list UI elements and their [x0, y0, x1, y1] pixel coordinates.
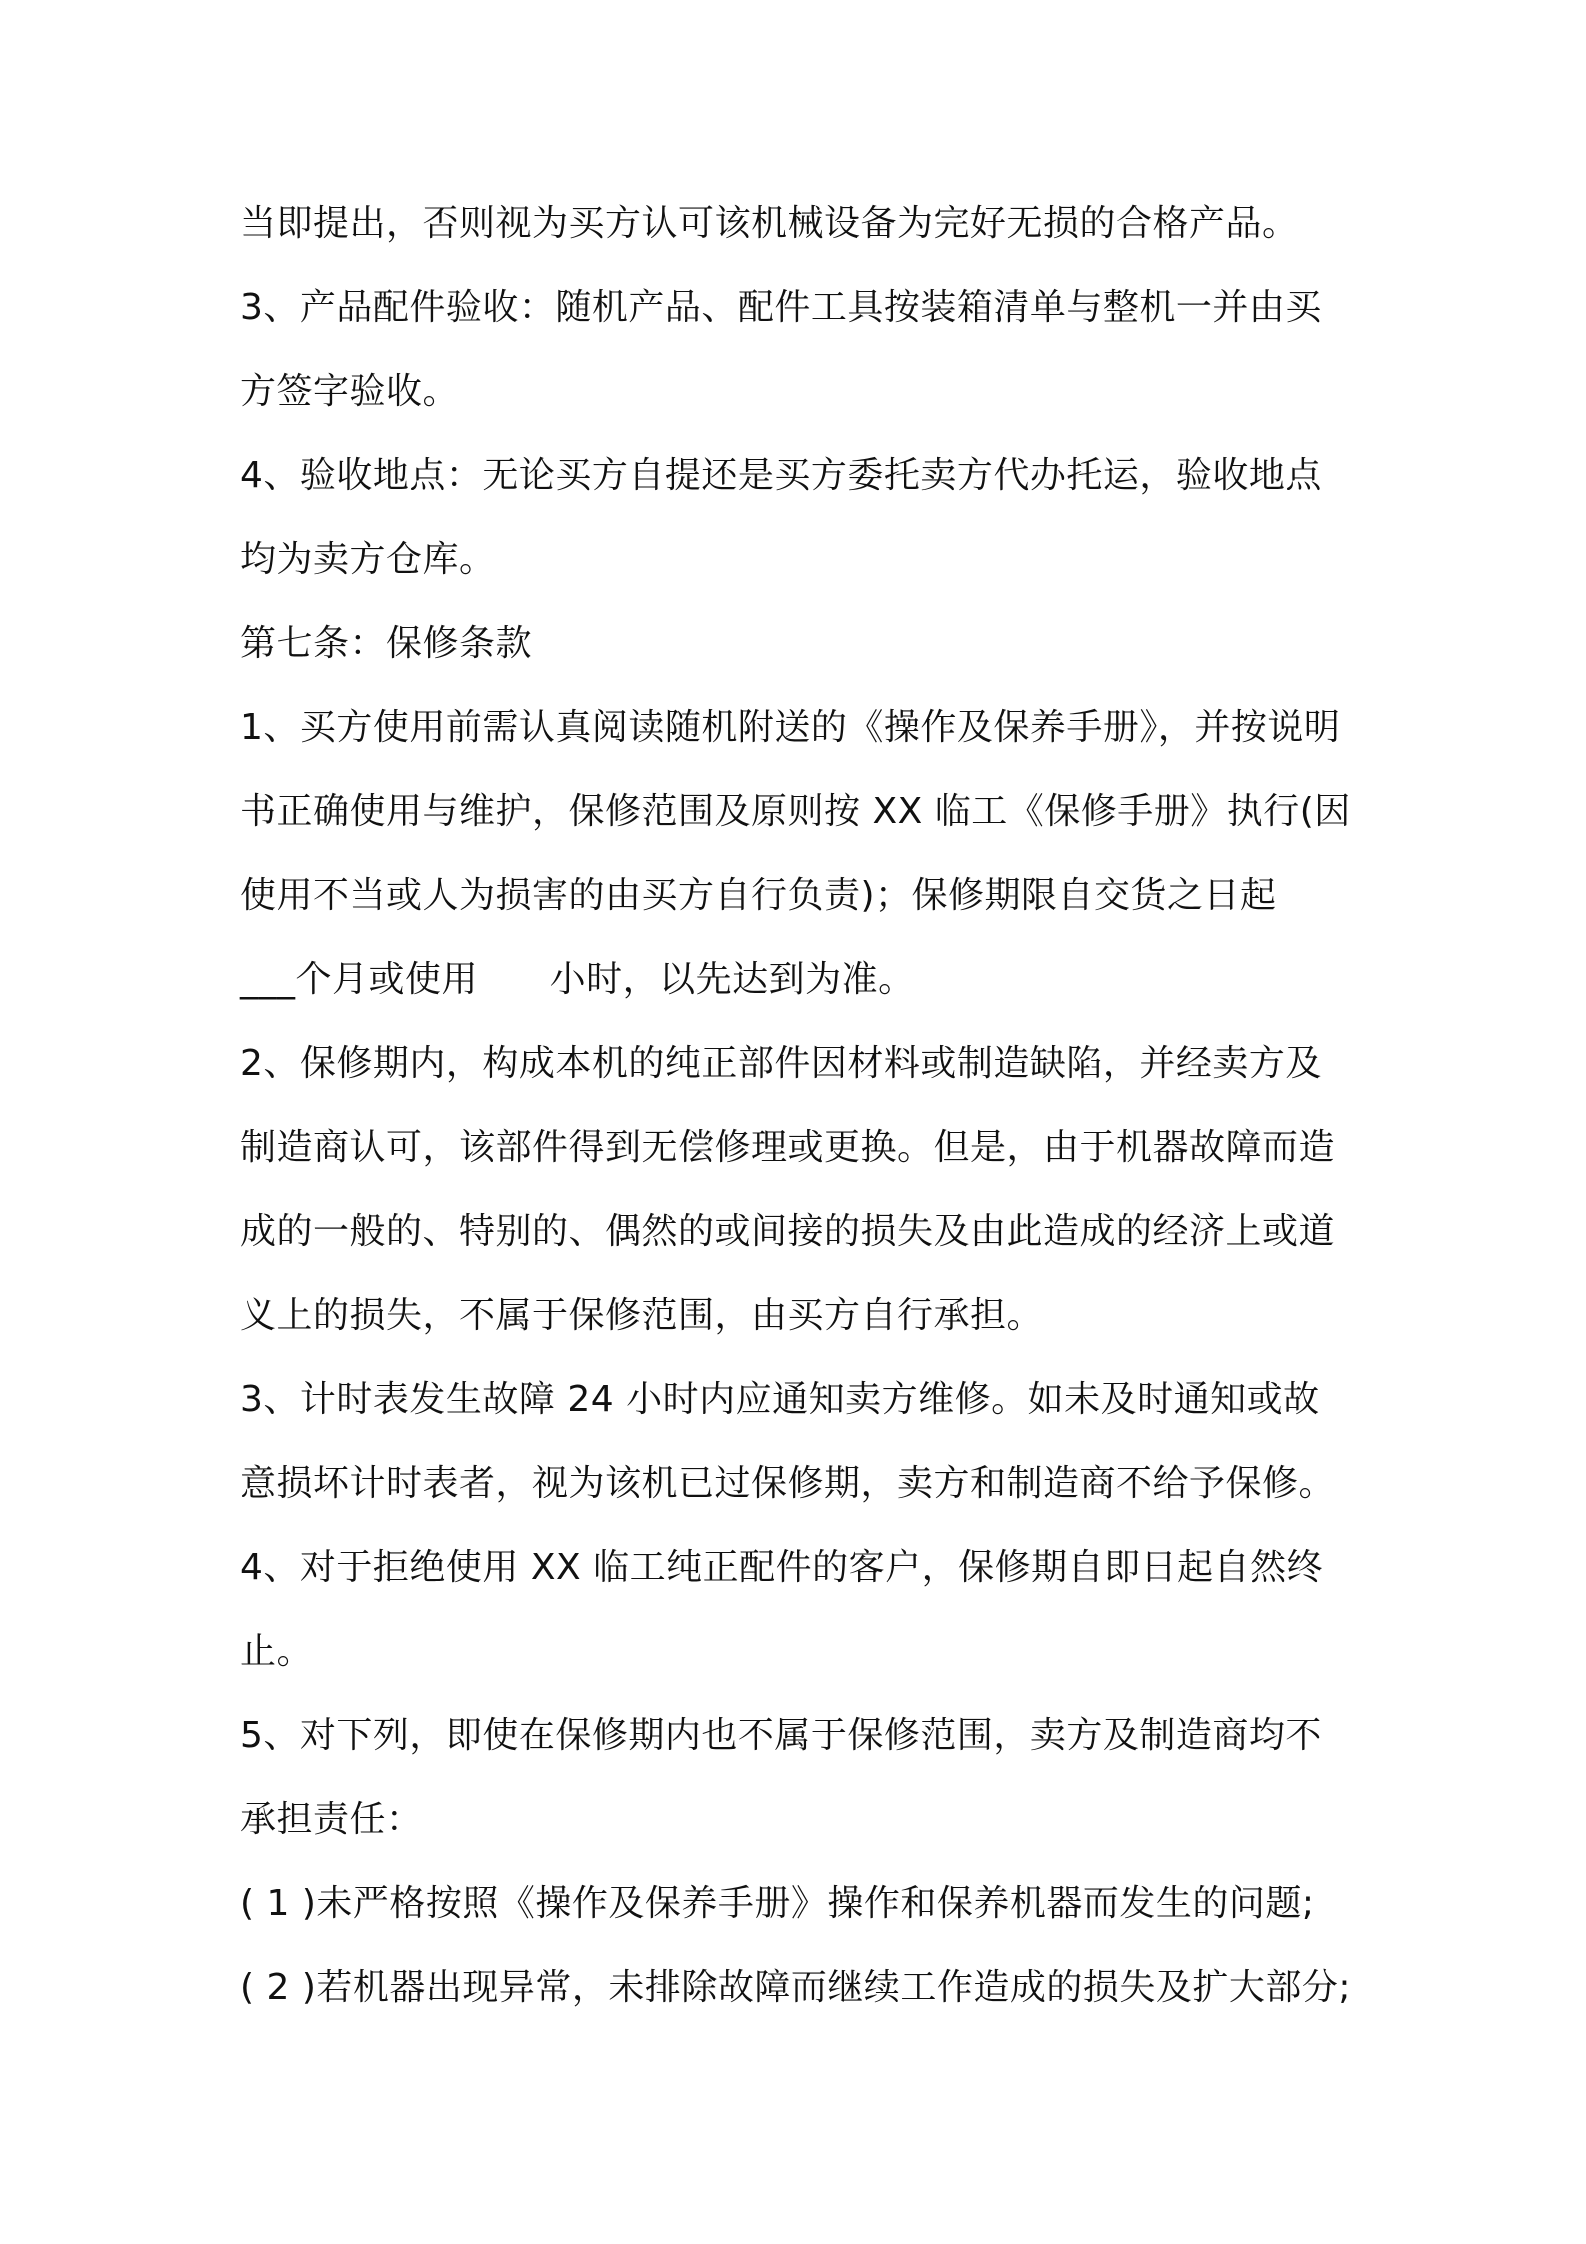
text-line: 书正确使用与维护，保修范围及原则按 XX 临工《保修手册》执行(因: [240, 791, 1351, 832]
text-line: 3、计时表发生故障 24 小时内应通知卖方维修。如未及时通知或故: [240, 1379, 1320, 1420]
text-line: 5、对下列，即使在保修期内也不属于保修范围，卖方及制造商均不: [240, 1715, 1322, 1756]
text-line: 意损坏计时表者，视为该机已过保修期，卖方和制造商不给予保修。: [240, 1463, 1336, 1504]
text-line: 3、产品配件验收：随机产品、配件工具按装箱清单与整机一并由买: [240, 287, 1322, 328]
text-line: ( 2 )若机器出现异常，未排除故障而继续工作造成的损失及扩大部分;: [240, 1967, 1352, 2008]
text-line: 均为卖方仓库。: [240, 539, 496, 580]
text-line: 制造商认可，该部件得到无偿修理或更换。但是，由于机器故障而造: [240, 1127, 1336, 1168]
text-line: 2、保修期内，构成本机的纯正部件因材料或制造缺陷，并经卖方及: [240, 1043, 1322, 1084]
text-line: ___个月或使用 小时，以先达到为准。: [240, 959, 915, 1000]
text-line: 4、验收地点：无论买方自提还是买方委托卖方代办托运，验收地点: [240, 455, 1322, 496]
section-heading: 第七条：保修条款: [240, 623, 533, 664]
text-line: 方签字验收。: [240, 371, 460, 412]
text-line: 1、买方使用前需认真阅读随机附送的《操作及保养手册》，并按说明: [240, 707, 1341, 748]
text-line: 使用不当或人为损害的由买方自行负责)；保修期限自交货之日起: [240, 875, 1277, 916]
text-line: 承担责任：: [240, 1799, 423, 1840]
text-line: 止。: [240, 1631, 314, 1672]
text-line: 4、对于拒绝使用 XX 临工纯正配件的客户，保修期自即日起自然终: [240, 1547, 1324, 1588]
text-line: 当即提出，否则视为买方认可该机械设备为完好无损的合格产品。: [240, 203, 1299, 244]
text-line: 成的一般的、特别的、偶然的或间接的损失及由此造成的经济上或道: [240, 1211, 1336, 1252]
text-line: ( 1 )未严格按照《操作及保养手册》操作和保养机器而发生的问题;: [240, 1883, 1315, 1924]
text-line: 义上的损失，不属于保修范围，由买方自行承担。: [240, 1295, 1044, 1336]
